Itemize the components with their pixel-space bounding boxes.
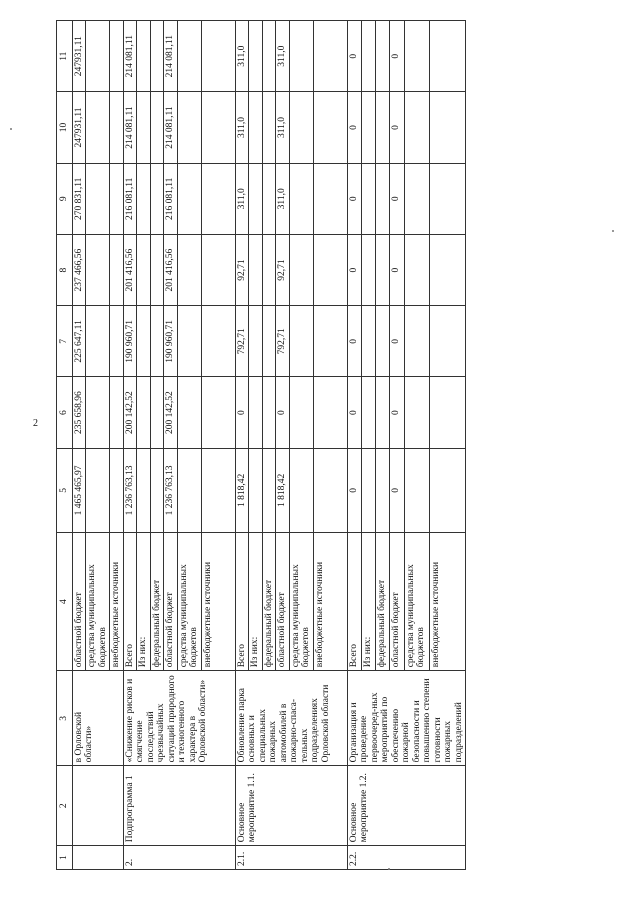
value-cell — [137, 234, 151, 305]
value-cell — [262, 163, 276, 234]
value-cell — [313, 163, 347, 234]
table-row — [347, 21, 361, 870]
value-cell — [110, 234, 124, 305]
row-number — [72, 846, 123, 870]
column-number-row — [57, 21, 73, 870]
funding-source-label: областной бюджет — [276, 533, 290, 671]
value-cell — [150, 92, 164, 163]
rotated-table-sheet — [56, 20, 616, 870]
column-number: 1 — [57, 846, 73, 870]
value-cell — [86, 448, 110, 532]
value-cell: 0 — [390, 163, 404, 234]
value-cell: 200 142,52 — [164, 377, 178, 448]
value-cell — [430, 377, 466, 448]
row-name: «Снижение рисков и смягчение последствий чрезвычайных ситуаций природного и техногенного характера в Орловской области» — [123, 671, 235, 766]
funding-source-label: областной бюджет — [390, 533, 404, 671]
value-cell — [177, 92, 201, 163]
column-number: 10 — [57, 92, 73, 163]
value-cell — [137, 92, 151, 163]
table-row — [123, 21, 137, 870]
value-cell: 0 — [347, 21, 361, 92]
funding-source-label: Всего — [235, 533, 249, 671]
funding-source-label: средства муниципальных бюджетов — [289, 533, 313, 671]
value-cell — [201, 306, 235, 377]
row-code: Подпрограмма 1 — [123, 766, 235, 846]
table-row — [72, 21, 86, 870]
value-cell: 214 081,11 — [164, 21, 178, 92]
value-cell — [150, 306, 164, 377]
value-cell: 92,71 — [235, 234, 249, 305]
value-cell — [262, 306, 276, 377]
value-cell — [150, 163, 164, 234]
value-cell — [430, 21, 466, 92]
column-number: 11 — [57, 21, 73, 92]
value-cell — [110, 377, 124, 448]
value-cell: 235 658,96 — [72, 377, 86, 448]
column-number: 4 — [57, 533, 73, 671]
value-cell: 0 — [390, 306, 404, 377]
value-cell: 1 818,42 — [235, 448, 249, 532]
column-number: 3 — [57, 671, 73, 766]
value-cell — [201, 92, 235, 163]
value-cell: 0 — [390, 92, 404, 163]
value-cell — [289, 163, 313, 234]
value-cell — [376, 92, 390, 163]
value-cell — [430, 92, 466, 163]
value-cell — [177, 306, 201, 377]
funding-source-label: средства муниципальных бюджетов — [404, 533, 429, 671]
funding-source-label: федеральный бюджет — [376, 533, 390, 671]
funding-source-label: внебюджетные источники — [110, 533, 124, 671]
value-cell — [404, 21, 429, 92]
funding-source-label: областной бюджет — [164, 533, 178, 671]
value-cell — [201, 234, 235, 305]
value-cell: 0 — [276, 377, 290, 448]
value-cell: 311,0 — [276, 21, 290, 92]
value-cell — [150, 234, 164, 305]
value-cell — [313, 377, 347, 448]
value-cell: 214 081,11 — [123, 21, 137, 92]
value-cell — [110, 163, 124, 234]
value-cell: 190 960,71 — [123, 306, 137, 377]
value-cell — [430, 448, 466, 532]
value-cell — [177, 21, 201, 92]
value-cell — [376, 377, 390, 448]
value-cell — [86, 21, 110, 92]
value-cell: 792,71 — [276, 306, 290, 377]
column-number: 2 — [57, 766, 73, 846]
value-cell — [361, 21, 375, 92]
value-cell — [262, 21, 276, 92]
value-cell: 201 416,56 — [123, 234, 137, 305]
value-cell — [361, 448, 375, 532]
value-cell — [86, 234, 110, 305]
value-cell — [249, 92, 263, 163]
value-cell: 1 236 763,13 — [123, 448, 137, 532]
value-cell: 0 — [390, 377, 404, 448]
value-cell — [137, 306, 151, 377]
value-cell — [137, 163, 151, 234]
value-cell: 0 — [347, 306, 361, 377]
value-cell: 0 — [235, 377, 249, 448]
value-cell: 247931,11 — [72, 92, 86, 163]
row-code: Основное мероприятие 1.2. — [347, 766, 466, 846]
value-cell: 311,0 — [235, 21, 249, 92]
value-cell — [249, 448, 263, 532]
scan-speck — [388, 868, 390, 870]
value-cell: 311,0 — [276, 92, 290, 163]
row-name: Обновление парка основных и специальных пожарных автомобилей в пожарно-спаса-тельных подразделениях Орловской области — [235, 671, 347, 766]
value-cell — [404, 163, 429, 234]
value-cell — [376, 306, 390, 377]
funding-source-label: Из них: — [137, 533, 151, 671]
value-cell — [289, 306, 313, 377]
value-cell — [289, 377, 313, 448]
value-cell — [376, 21, 390, 92]
value-cell — [313, 234, 347, 305]
value-cell — [289, 21, 313, 92]
value-cell — [404, 306, 429, 377]
column-number: 7 — [57, 306, 73, 377]
value-cell — [404, 377, 429, 448]
value-cell — [404, 234, 429, 305]
value-cell — [110, 448, 124, 532]
value-cell — [262, 448, 276, 532]
scan-speck — [10, 128, 12, 130]
funding-source-label: федеральный бюджет — [262, 533, 276, 671]
value-cell — [376, 448, 390, 532]
value-cell — [361, 306, 375, 377]
value-cell: 0 — [347, 234, 361, 305]
value-cell — [177, 448, 201, 532]
row-name: Организация и проведение первоочеред-ных мероприятий по обеспечению пожарной безопасности и повышению степени готовности пожарных подразделений — [347, 671, 466, 766]
column-number: 9 — [57, 163, 73, 234]
value-cell: 311,0 — [276, 163, 290, 234]
value-cell — [249, 163, 263, 234]
value-cell: 311,0 — [235, 92, 249, 163]
value-cell — [201, 21, 235, 92]
row-code — [72, 766, 123, 846]
value-cell — [110, 306, 124, 377]
row-code: Основное мероприятие 1.1. — [235, 766, 347, 846]
value-cell: 216 081,11 — [123, 163, 137, 234]
funding-source-label: средства муниципальных бюджетов — [177, 533, 201, 671]
value-cell — [430, 234, 466, 305]
value-cell: 214 081,11 — [123, 92, 137, 163]
value-cell: 1 465 465,97 — [72, 448, 86, 532]
value-cell — [150, 377, 164, 448]
column-number: 8 — [57, 234, 73, 305]
value-cell — [361, 234, 375, 305]
value-cell — [289, 448, 313, 532]
value-cell — [86, 306, 110, 377]
row-number: 2. — [123, 846, 235, 870]
value-cell: 200 142,52 — [123, 377, 137, 448]
funding-source-label: областной бюджет — [72, 533, 86, 671]
value-cell: 1 818,42 — [276, 448, 290, 532]
value-cell: 247931,11 — [72, 21, 86, 92]
value-cell — [313, 21, 347, 92]
value-cell — [376, 163, 390, 234]
value-cell — [361, 163, 375, 234]
table-row — [235, 21, 249, 870]
value-cell — [201, 163, 235, 234]
value-cell — [313, 448, 347, 532]
value-cell: 311,0 — [235, 163, 249, 234]
funding-source-label: Из них: — [361, 533, 375, 671]
value-cell — [86, 377, 110, 448]
value-cell — [249, 377, 263, 448]
value-cell — [150, 448, 164, 532]
table-body — [72, 21, 466, 870]
value-cell — [86, 163, 110, 234]
value-cell — [361, 377, 375, 448]
value-cell: 792,71 — [235, 306, 249, 377]
value-cell: 0 — [347, 377, 361, 448]
value-cell — [177, 163, 201, 234]
value-cell: 0 — [347, 163, 361, 234]
value-cell: 216 081,11 — [164, 163, 178, 234]
row-name: в Орловской области» — [72, 671, 123, 766]
value-cell: 0 — [390, 234, 404, 305]
value-cell: 201 416,56 — [164, 234, 178, 305]
value-cell — [137, 448, 151, 532]
column-number: 6 — [57, 377, 73, 448]
scan-speck — [612, 230, 614, 232]
value-cell — [110, 21, 124, 92]
value-cell: 0 — [347, 92, 361, 163]
value-cell — [177, 234, 201, 305]
value-cell — [313, 306, 347, 377]
funding-source-label: внебюджетные источники — [313, 533, 347, 671]
value-cell — [404, 92, 429, 163]
value-cell — [262, 377, 276, 448]
funding-source-label: внебюджетные источники — [430, 533, 466, 671]
value-cell: 214 081,11 — [164, 92, 178, 163]
value-cell — [361, 92, 375, 163]
funding-source-label: внебюджетные источники — [201, 533, 235, 671]
page-number: 2 — [33, 418, 38, 429]
value-cell — [201, 448, 235, 532]
value-cell: 0 — [347, 448, 361, 532]
value-cell: 1 236 763,13 — [164, 448, 178, 532]
value-cell — [201, 377, 235, 448]
value-cell: 270 831,11 — [72, 163, 86, 234]
value-cell — [86, 92, 110, 163]
value-cell — [262, 92, 276, 163]
value-cell — [110, 92, 124, 163]
value-cell — [404, 448, 429, 532]
value-cell — [137, 377, 151, 448]
value-cell — [289, 92, 313, 163]
value-cell — [249, 234, 263, 305]
column-number: 5 — [57, 448, 73, 532]
value-cell: 237 466,56 — [72, 234, 86, 305]
row-number: 2.2. — [347, 846, 466, 870]
value-cell: 0 — [390, 448, 404, 532]
value-cell — [137, 21, 151, 92]
value-cell — [150, 21, 164, 92]
value-cell — [249, 306, 263, 377]
funding-source-label: Всего — [123, 533, 137, 671]
value-cell: 190 960,71 — [164, 306, 178, 377]
funding-source-label: Всего — [347, 533, 361, 671]
value-cell: 225 647,11 — [72, 306, 86, 377]
value-cell: 0 — [390, 21, 404, 92]
value-cell: 92,71 — [276, 234, 290, 305]
row-number: 2.1. — [235, 846, 347, 870]
funding-source-label: федеральный бюджет — [150, 533, 164, 671]
value-cell — [177, 377, 201, 448]
funding-source-label: Из них: — [249, 533, 263, 671]
value-cell — [249, 21, 263, 92]
value-cell — [430, 163, 466, 234]
funding-source-label: средства муниципальных бюджетов — [86, 533, 110, 671]
value-cell — [376, 234, 390, 305]
budget-table — [56, 20, 466, 870]
value-cell — [313, 92, 347, 163]
value-cell — [430, 306, 466, 377]
value-cell — [289, 234, 313, 305]
value-cell — [262, 234, 276, 305]
